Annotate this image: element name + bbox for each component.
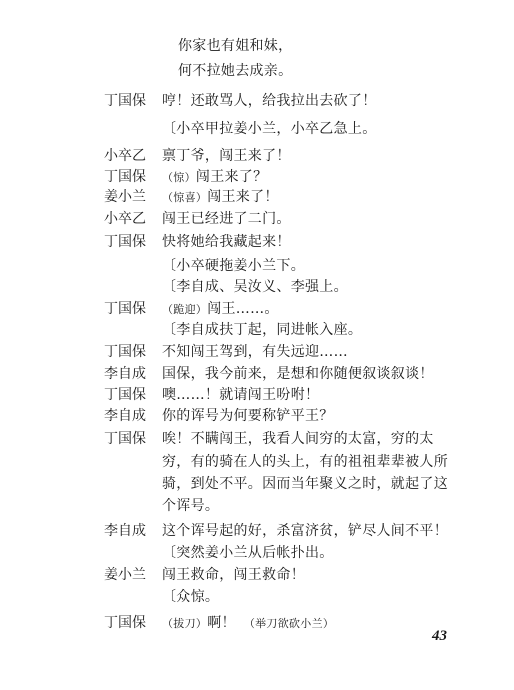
dialogue-line	[162, 343, 348, 361]
speaker-name: 小卒乙	[104, 148, 146, 164]
stage-direction-line	[178, 62, 292, 80]
line-text: 〔小卒硬拖姜小兰下。	[162, 258, 305, 274]
line-text: 闯王已经进了二门。	[162, 211, 291, 227]
stage-direction-line	[178, 37, 292, 55]
line-text: 闯王……。	[207, 301, 279, 317]
speaker-name: 李自成	[104, 366, 146, 382]
line-text: 〔李自成、吴汝义、李强上。	[162, 279, 348, 295]
line-text: 穷，有的骑在人的头上，有的祖祖辈辈被人所	[162, 454, 448, 470]
line-text: 噢……！就请闯王吩咐！	[162, 387, 320, 403]
action-note: （惊喜）	[162, 191, 208, 204]
stage-direction-line	[162, 588, 219, 606]
line-text: 你的诨号为何要称铲平王？	[162, 408, 334, 424]
stage-direction-line	[162, 544, 334, 562]
dialogue-line	[162, 188, 279, 207]
dialogue-line	[162, 168, 267, 187]
action-note: （跪迎）	[162, 303, 208, 316]
dialogue-line	[162, 407, 334, 425]
dialogue-line	[162, 210, 291, 228]
dialogue-line	[162, 386, 319, 404]
line-text: 〔李自成扶丁起，同进帐入座。	[162, 322, 363, 338]
line-text: 国保，我今前来，是想和你随便叙谈叙谈！	[162, 366, 434, 382]
dialogue-line	[162, 365, 434, 383]
action-note: （举刀欲砍小兰）	[243, 617, 335, 630]
line-text: 闯王来了？	[195, 169, 268, 185]
page-number: 43	[432, 628, 447, 644]
speaker-name: 丁国保	[104, 431, 146, 447]
dialogue-line	[162, 614, 334, 633]
line-text: 你家也有姐和妹，	[178, 38, 293, 54]
line-text: 闯王救命，闯王救命！	[162, 567, 305, 583]
speaker-name: 李自成	[104, 408, 146, 424]
stage-direction-line	[162, 453, 448, 471]
speaker-name: 丁国保	[104, 234, 146, 250]
line-text: 哼！还敢骂人，给我拉出去砍了！	[162, 93, 377, 109]
speaker-name: 李自成	[104, 523, 146, 539]
action-note: （惊）	[162, 171, 196, 184]
speaker-name: 姜小兰	[104, 189, 146, 205]
dialogue-line	[162, 147, 291, 165]
speaker-name: 丁国保	[104, 169, 146, 185]
stage-direction-line	[162, 497, 219, 515]
line-text: 个诨号。	[162, 498, 220, 514]
stage-direction-line	[162, 321, 362, 339]
dialogue-line	[162, 430, 434, 448]
line-text: 闯王来了！	[207, 189, 279, 205]
dialogue-line	[162, 566, 305, 584]
dialogue-line	[162, 233, 291, 251]
line-text: 何不拉她去成亲。	[178, 63, 293, 79]
stage-direction-line	[162, 475, 448, 493]
action-note: （拔刀）	[162, 617, 208, 630]
stage-direction-line	[162, 278, 348, 296]
speaker-name: 丁国保	[104, 615, 146, 631]
line-text: 〔小卒甲拉姜小兰，小卒乙急上。	[162, 121, 377, 137]
speaker-name: 丁国保	[104, 387, 146, 403]
dialogue-line	[162, 92, 377, 110]
stage-direction-line	[162, 257, 305, 275]
stage-direction-line	[162, 120, 377, 138]
line-text: 〔突然姜小兰从后帐扑出。	[162, 545, 334, 561]
speaker-name: 丁国保	[104, 93, 146, 109]
line-text: 不知闯王驾到，有失远迎……	[162, 344, 348, 360]
line-text: 骑，到处不平。因而当年聚义之时，就起了这	[162, 476, 448, 492]
line-text: 快将她给我藏起来！	[162, 234, 291, 250]
line-text: 禀丁爷，闯王来了！	[162, 148, 291, 164]
dialogue-line	[162, 300, 279, 319]
dialogue-line	[162, 522, 448, 540]
speaker-name: 小卒乙	[104, 211, 146, 227]
line-text: 啊！	[207, 615, 236, 631]
line-text: 唉！不瞒闯王，我看人间穷的太富，穷的太	[162, 431, 434, 447]
speaker-name: 丁国保	[104, 301, 146, 317]
line-text: 这个诨号起的好，杀富济贫，铲尽人间不平！	[162, 523, 448, 539]
line-text: 〔众惊。	[162, 589, 220, 605]
speaker-name: 丁国保	[104, 344, 146, 360]
speaker-name: 姜小兰	[104, 567, 146, 583]
